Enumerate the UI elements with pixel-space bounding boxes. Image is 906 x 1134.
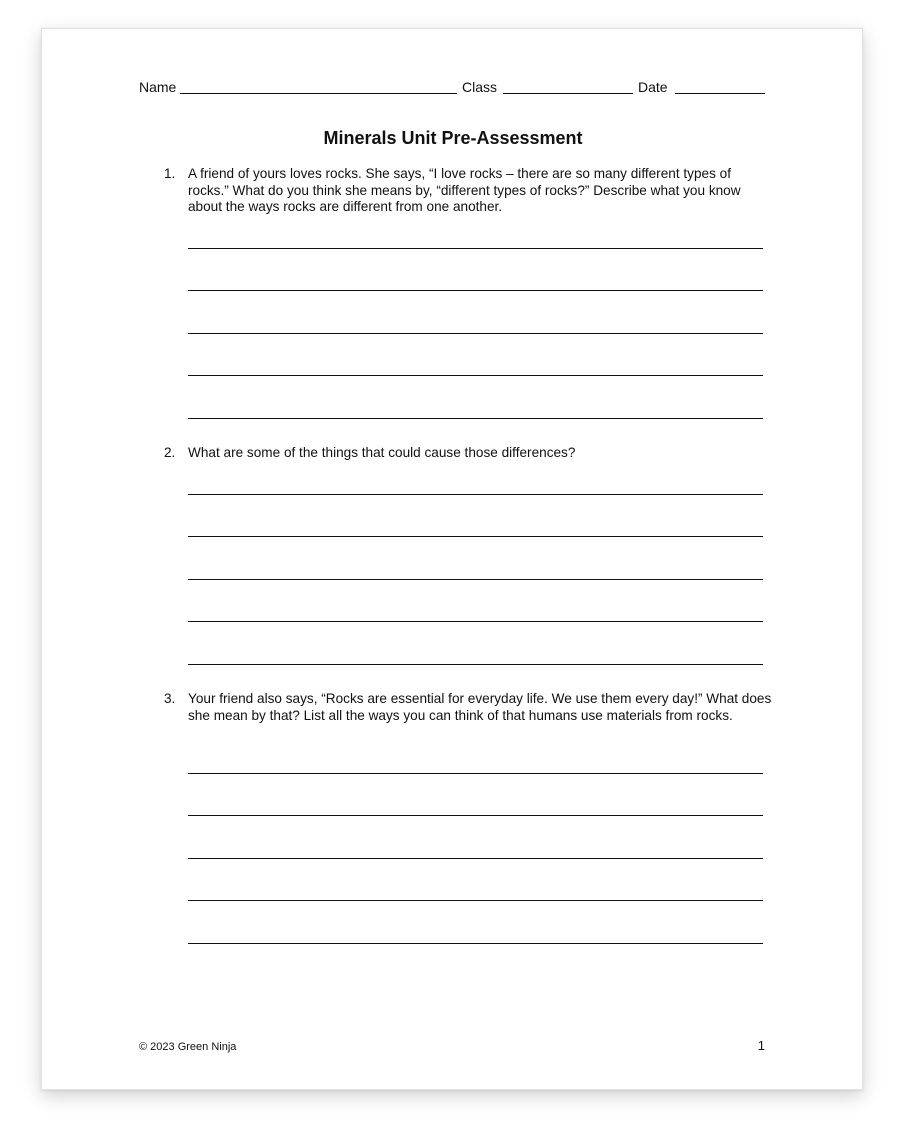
answer-line-q3-5[interactable] (188, 943, 763, 944)
page-title: Minerals Unit Pre-Assessment (323, 128, 583, 148)
question-1-number: 1. (164, 166, 176, 181)
name-blank (180, 93, 457, 94)
copyright-notice: © 2023 Green Ninja (139, 1041, 237, 1053)
answer-line-q2-2[interactable] (188, 536, 763, 537)
question-2-number: 2. (164, 445, 176, 460)
question-1-text: A friend of yours loves rocks. She says, “I love rocks – there are so many different types of rocks.” What do you think she means by, “different types of rocks?” Describe what you know about the ways rocks are different from one another. (188, 166, 741, 214)
question-3-text: Your friend also says, “Rocks are essential for everyday life. We use them every day!” What does she mean by that? List all the ways you can think of that humans use materials from rocks. (188, 691, 772, 723)
answer-line-q2-1[interactable] (188, 494, 763, 495)
answer-line-q2-3[interactable] (188, 579, 763, 580)
answer-line-q2-4[interactable] (188, 621, 763, 622)
answer-line-q1-3[interactable] (188, 333, 763, 334)
answer-line-q3-3[interactable] (188, 858, 763, 859)
answer-line-q1-5[interactable] (188, 418, 763, 419)
answer-line-q3-1[interactable] (188, 773, 763, 774)
class-blank (503, 93, 633, 94)
worksheet-page (41, 28, 863, 1090)
date-label: Date (638, 79, 668, 95)
class-label: Class (462, 79, 498, 95)
name-label: Name (139, 79, 177, 95)
answer-line-q2-5[interactable] (188, 664, 763, 665)
page-number: 1 (757, 1038, 765, 1053)
answer-line-q1-4[interactable] (188, 375, 763, 376)
date-blank (675, 93, 765, 94)
answer-line-q3-2[interactable] (188, 815, 763, 816)
answer-line-q1-1[interactable] (188, 248, 763, 249)
student-info-header (139, 79, 765, 99)
question-2-text: What are some of the things that could cause those differences? (188, 445, 576, 460)
question-3-number: 3. (164, 691, 176, 706)
answer-line-q3-4[interactable] (188, 900, 763, 901)
answer-line-q1-2[interactable] (188, 290, 763, 291)
